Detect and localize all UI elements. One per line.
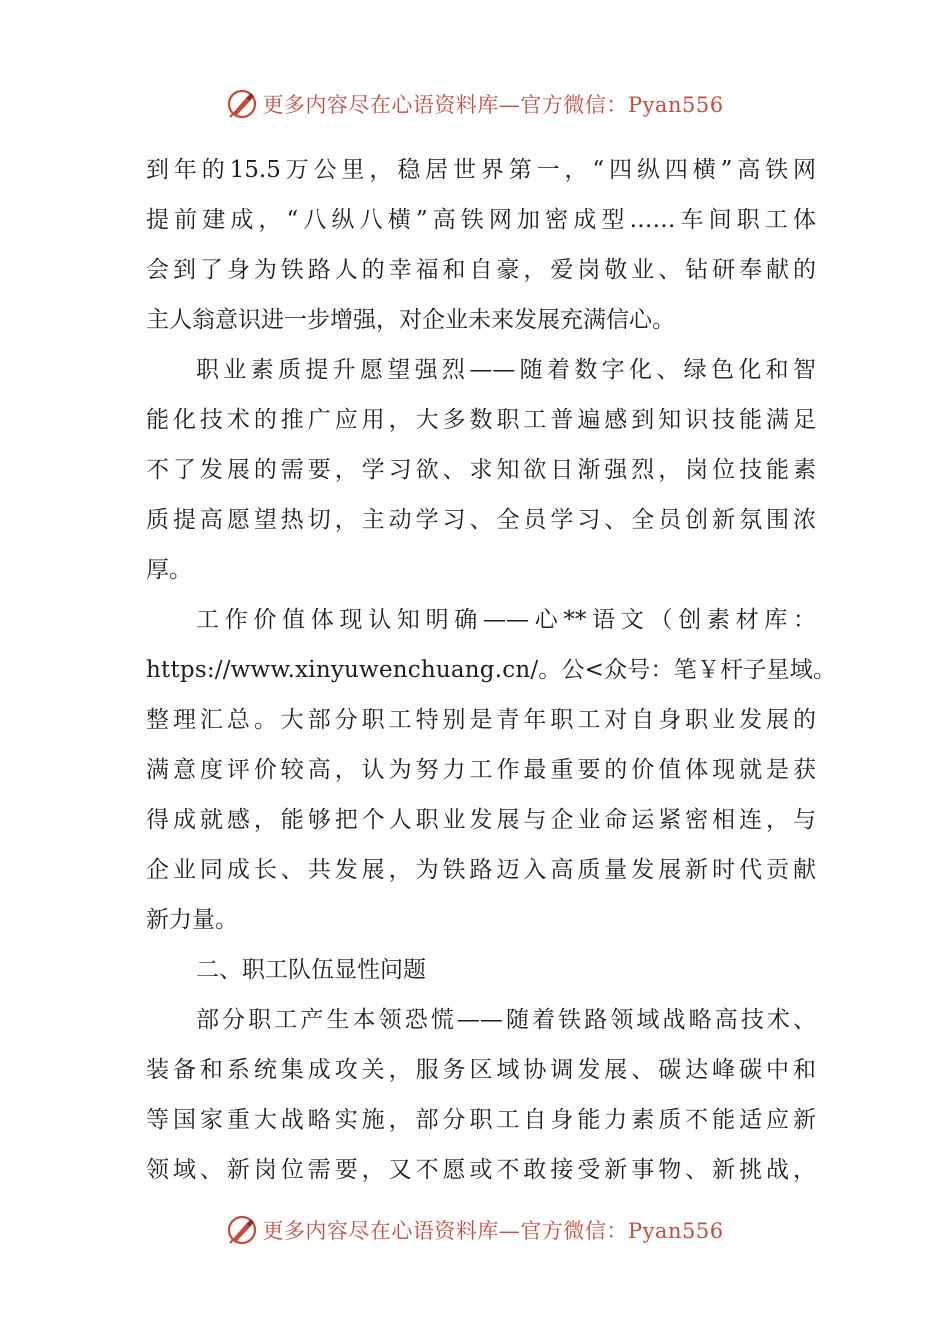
- footer-wechat-id: Pyan556: [627, 1219, 724, 1243]
- body-line: 质提高愿望热切，主动学习、全员学习、全员创新氛围浓: [146, 507, 816, 533]
- body-line: 到年的15.5万公里，稳居世界第一，“四纵四横”高铁网: [146, 157, 816, 183]
- footer-brand-text: 更多内容尽在心语资料库—官方微信：Pyan556: [262, 1219, 724, 1243]
- body-line: 提前建成，“八纵八横”高铁网加密成型……车间职工体: [146, 207, 816, 233]
- body-line: 会到了身为铁路人的幸福和自豪，爱岗敬业、钻研奉献的: [146, 257, 816, 283]
- body-line: 厚。: [146, 557, 192, 583]
- section-heading: 二、职工队伍显性问题: [196, 957, 426, 983]
- body-line: 不了发展的需要，学习欲、求知欲日渐强烈，岗位技能素: [146, 457, 816, 483]
- body-line: 主人翁意识进一步增强，对企业未来发展充满信心。: [146, 307, 675, 333]
- body-line: 装备和系统集成攻关，服务区域协调发展、碳达峰碳中和: [146, 1057, 816, 1083]
- body-line: 企业同成长、共发展，为铁路迈入高质量发展新时代贡献: [146, 857, 816, 883]
- body-line: 部分职工产生本领恐慌——随着铁路领域战略高技术、: [196, 1007, 816, 1033]
- body-line: 能化技术的推广应用，大多数职工普遍感到知识技能满足: [146, 407, 816, 433]
- body-line: 得成就感，能够把个人职业发展与企业命运紧密相连，与: [146, 807, 816, 833]
- pen-logo-icon: [226, 88, 258, 120]
- body-line: 新力量。: [146, 907, 238, 933]
- body-line: 领域、新岗位需要，又不愿或不敢接受新事物、新挑战，: [146, 1157, 816, 1183]
- body-line: 整理汇总。大部分职工特别是青年职工对自身职业发展的: [146, 707, 816, 733]
- body-line: 等国家重大战略实施，部分职工自身能力素质不能适应新: [146, 1107, 816, 1133]
- header-brand-text: 更多内容尽在心语资料库—官方微信：Pyan556: [262, 93, 724, 117]
- body-line: 工作价值体现认知明确——心**语文（创素材库：: [196, 607, 816, 633]
- document-body: [146, 145, 837, 1195]
- footer-banner: [0, 1210, 950, 1250]
- body-line: 职业素质提升愿望强烈——随着数字化、绿色化和智: [196, 357, 816, 383]
- body-line: https://www.xinyuwenchuang.cn/。公<众号：笔￥杆子星域。: [146, 657, 837, 683]
- header-banner: [0, 84, 950, 124]
- header-wechat-id: Pyan556: [627, 93, 724, 117]
- pen-logo-icon: [226, 1214, 258, 1246]
- body-line: 满意度评价较高，认为努力工作最重要的价值体现就是获: [146, 757, 816, 783]
